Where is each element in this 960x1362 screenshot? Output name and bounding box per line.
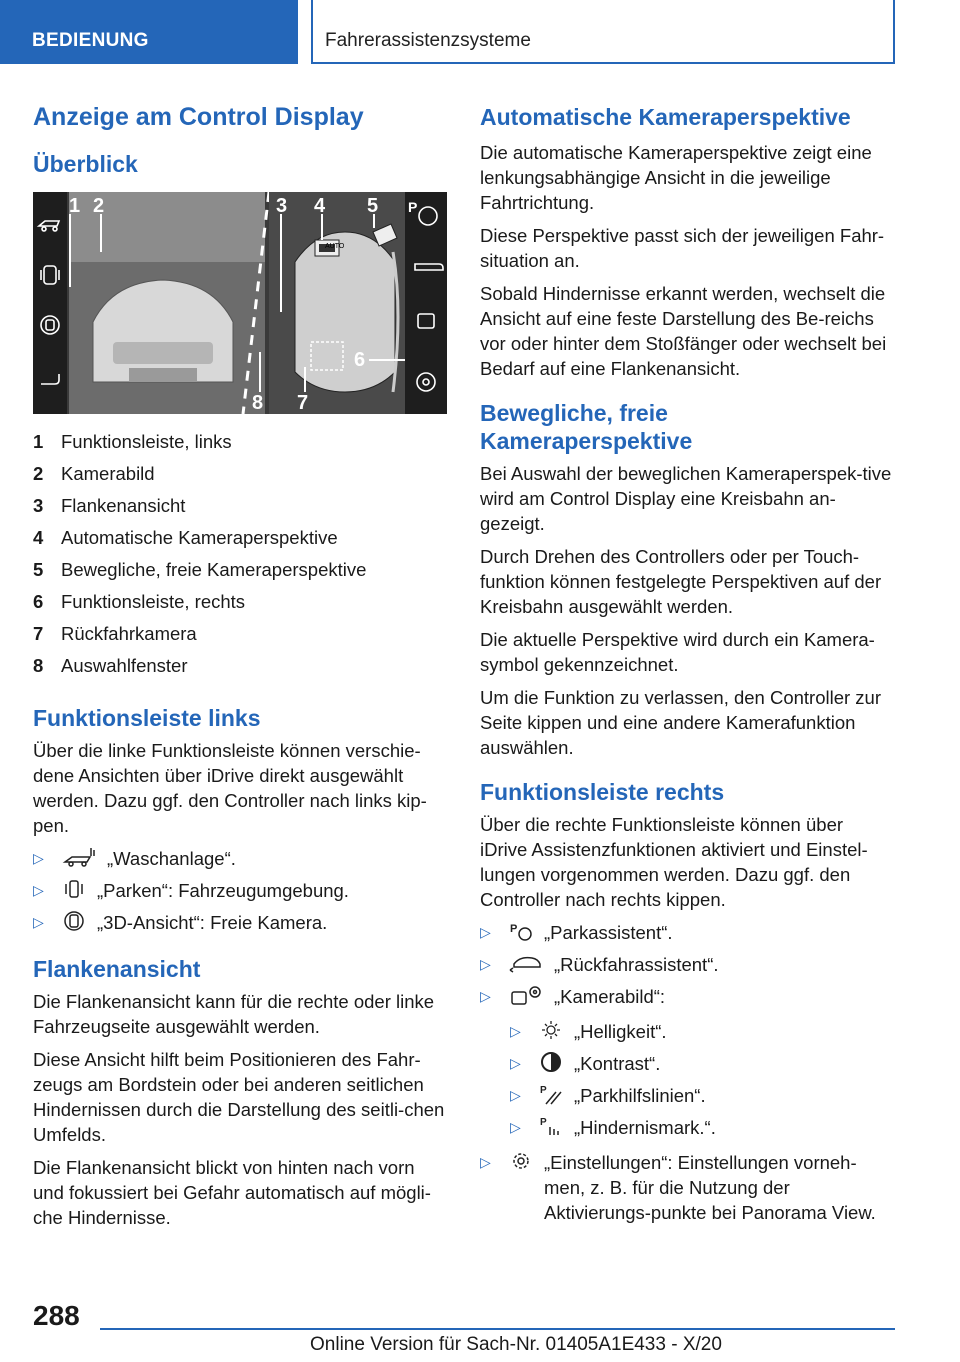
bullet-triangle-icon: ▷ xyxy=(480,988,491,1004)
callout-8: 8 xyxy=(252,392,264,414)
svg-text:P: P xyxy=(540,1085,547,1096)
free-perspective-paragraph: Bei Auswahl der beweglichen Kameraperspek-tive wird am Control Display eine Kreisbahn an-gezeigt. xyxy=(480,463,892,534)
list-item: ▷ „Kontrast“. xyxy=(510,1053,661,1074)
free-perspective-paragraph: Die aktuelle Perspektive wird durch ein Kamera-symbol gekennzeichnet. xyxy=(480,629,875,675)
list-item: ▷ P „Parkhilfslinien“. xyxy=(510,1085,706,1106)
callout-5: 5 xyxy=(367,195,379,217)
car-wash-icon xyxy=(61,846,97,868)
auto-perspective-paragraph: Die automatische Kameraperspektive zeigt eine lenkungsabhängige Ansicht in die jeweilige Fahrtrichtung. xyxy=(480,142,872,213)
free-perspective-paragraph: Um die Funktion zu verlassen, den Controller zur Seite kippen und eine andere Kamerafunktion auswählen. xyxy=(480,687,882,758)
section-tab xyxy=(0,0,298,64)
figure-legend xyxy=(33,426,447,682)
funktionsleiste-links-text: Über die linke Funktionsleiste können verschie-dene Ansichten über iDrive direkt ausgewählt werden. Dazu ggf. den Controller nach links kip-pen. xyxy=(33,740,427,836)
bullet-triangle-icon: ▷ xyxy=(480,956,491,972)
funktionsleiste-links-heading: Funktionsleiste links xyxy=(33,705,261,731)
svg-text:P: P xyxy=(540,1117,547,1128)
callout-3: 3 xyxy=(276,195,288,217)
svg-text:P: P xyxy=(510,923,518,935)
list-item: ▷ „Rückfahrassistent“. xyxy=(480,954,719,975)
auto-perspective-paragraph: Sobald Hindernisse erkannt werden, wechselt die Ansicht auf eine feste Darstellung des Be-reichs vor oder hinter dem Stoßfänger oder wechselt bei Bedarf auf eine Flankenansicht. xyxy=(480,283,887,379)
funktionsleiste-rechts-heading: Funktionsleiste rechts xyxy=(480,779,725,805)
obstacle-marking-icon xyxy=(538,1115,564,1137)
camera-image-options xyxy=(510,1019,894,1140)
callout-4: 4 xyxy=(314,195,326,217)
chapter-header xyxy=(313,0,895,64)
list-item: ▷ P „Parkassistent“. xyxy=(480,922,673,943)
footer-text: Online Version für Sach-Nr. 01405A1E433 - X/20 xyxy=(310,1334,722,1355)
right-bar-functions xyxy=(480,920,894,1009)
bullet-triangle-icon: ▷ xyxy=(480,1154,491,1170)
auto-perspective-heading: Automatische Kameraperspektive xyxy=(480,104,851,130)
list-item: ▷ „Helligkeit“. xyxy=(510,1021,667,1042)
list-item: ▷ „Kamerabild“: xyxy=(480,986,666,1007)
brightness-icon xyxy=(538,1019,564,1041)
control-display-figure xyxy=(33,192,447,414)
flankenansicht-paragraph: Diese Ansicht hilft beim Positionieren des Fahr-zeugs am Bordstein oder bei anderen seitlichen Hindernissen durch die Darstellung des seitli-chen Umfelds. xyxy=(33,1049,445,1145)
svg-text:P: P xyxy=(408,199,418,215)
left-bar-functions xyxy=(33,846,447,935)
legend-item: 8 Auswahlfenster xyxy=(33,655,188,676)
legend-item: 4 Automatische Kameraperspektive xyxy=(33,527,338,548)
callout-7: 7 xyxy=(297,392,309,414)
list-item: ▷ „3D-Ansicht“: Freie Kamera. xyxy=(33,912,328,933)
parking-guide-lines-icon xyxy=(538,1083,564,1105)
list-item: ▷ „Einstellungen“: Einstellungen vorneh-men, z. B. für die Nutzung der Aktivierungs-punkte bei Panorama View. xyxy=(480,1152,876,1223)
callout-6: 6 xyxy=(354,349,366,371)
legend-item: 3 Flankenansicht xyxy=(33,495,186,516)
legend-item: 2 Kamerabild xyxy=(33,463,155,484)
auto-perspective-paragraph: Diese Perspektive passt sich der jeweiligen Fahr-situation an. xyxy=(480,225,885,271)
page-title: Anzeige am Control Display xyxy=(33,103,364,131)
free-perspective-heading: Bewegliche, freie Kameraperspektive xyxy=(480,400,693,454)
bullet-triangle-icon: ▷ xyxy=(480,924,491,940)
legend-item: 7 Rückfahrkamera xyxy=(33,623,197,644)
settings-function xyxy=(480,1150,894,1225)
callout-2: 2 xyxy=(93,195,105,217)
legend-item: 6 Funktionsleiste, rechts xyxy=(33,591,246,612)
footer-divider xyxy=(100,1328,895,1330)
camera-image-icon xyxy=(508,984,544,1006)
overview-heading: Überblick xyxy=(33,151,138,177)
parking-surroundings-icon xyxy=(61,878,87,900)
legend-item: 5 Bewegliche, freie Kameraperspektive xyxy=(33,559,367,580)
bullet-triangle-icon: ▷ xyxy=(510,1023,521,1039)
left-column xyxy=(33,100,447,1238)
flankenansicht-paragraph: Die Flankenansicht kann für die rechte oder linke Fahrzeugseite ausgewählt werden. xyxy=(33,991,435,1037)
legend-item: 1 Funktionsleiste, links xyxy=(33,431,232,452)
bullet-triangle-icon: ▷ xyxy=(510,1119,521,1135)
control-display-illustration xyxy=(33,192,447,414)
bullet-triangle-icon: ▷ xyxy=(510,1087,521,1103)
callout-1: 1 xyxy=(69,195,81,217)
settings-gear-icon xyxy=(508,1150,534,1172)
right-column xyxy=(480,100,894,1235)
list-item: ▷ „Parken“: Fahrzeugumgebung. xyxy=(33,880,349,901)
3d-view-icon xyxy=(61,910,87,932)
flankenansicht-paragraph: Die Flankenansicht blickt von hinten nach vorn und fokussiert bei Gefahr automatisch auf mögli-che Hindernisse. xyxy=(33,1157,431,1228)
chapter-label: Fahrerassistenzsysteme xyxy=(325,30,531,51)
bullet-triangle-icon: ▷ xyxy=(33,882,44,898)
flankenansicht-heading: Flankenansicht xyxy=(33,956,201,982)
reversing-assistant-icon xyxy=(508,952,544,974)
funktionsleiste-rechts-text: Über die rechte Funktionsleiste können über iDrive Assistenzfunktionen aktiviert und Einstel-lungen vorgenommen werden. Dazu ggf. den Controller nach rechts kippen. xyxy=(480,814,868,910)
bullet-triangle-icon: ▷ xyxy=(33,850,44,866)
list-item: ▷ P „Hindernismark.“. xyxy=(510,1117,716,1138)
bullet-triangle-icon: ▷ xyxy=(510,1055,521,1071)
list-item: ▷ „Waschanlage“. xyxy=(33,848,236,869)
contrast-icon xyxy=(538,1051,564,1073)
auto-badge: AUTO xyxy=(325,243,345,250)
page-number: 288 xyxy=(33,1300,80,1331)
park-assistant-icon xyxy=(508,920,534,942)
bullet-triangle-icon: ▷ xyxy=(33,914,44,930)
section-label: BEDIENUNG xyxy=(32,30,149,51)
free-perspective-paragraph: Durch Drehen des Controllers oder per Touch-funktion können festgelegte Perspektiven auf der Kreisbahn ausgewählt werden. xyxy=(480,546,882,617)
